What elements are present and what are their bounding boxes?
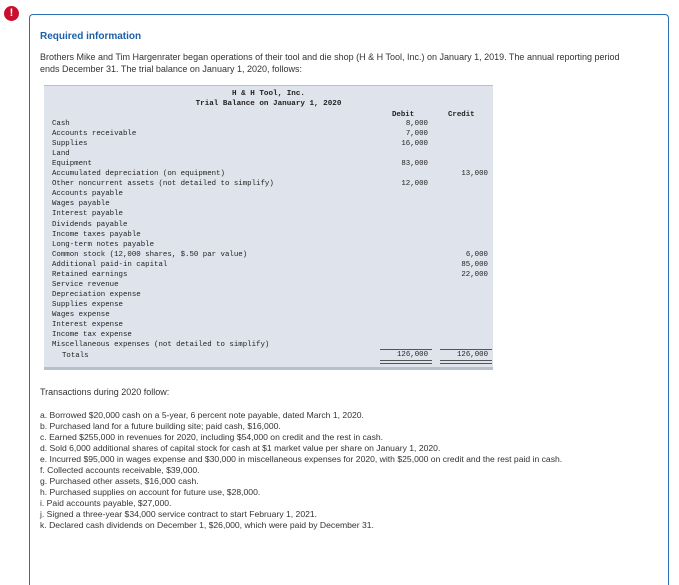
credit-amount: 85,000 [461,260,488,269]
transaction-item: j. Signed a three-year $34,000 service contract to start February 1, 2021. [40,509,318,519]
debit-header: Debit [392,111,415,119]
debit-amount: 7,000 [405,130,428,139]
account-name: Wages payable [52,200,110,209]
alert-icon: ! [4,6,19,21]
account-name: Accumulated depreciation (on equipment) [52,170,225,179]
transaction-item: b. Purchased land for a future building site; paid cash, $16,000. [40,421,281,431]
credit-header: Credit [448,111,475,119]
transaction-item: a. Borrowed $20,000 cash on a 5-year, 6 percent note payable, dated March 1, 2020. [40,410,364,420]
account-name: Accounts receivable [52,130,137,139]
total-debit: 126,000 [396,351,428,359]
table-bottom-border [44,367,493,370]
debit-amount: 83,000 [401,160,428,169]
trial-balance-title: Trial Balance on January 1, 2020 [195,100,342,108]
transactions-list [40,410,640,531]
account-name: Additional paid-in capital [52,260,168,269]
total-credit: 126,000 [456,351,488,359]
account-name: Interest expense [52,321,123,329]
company-name: H & H Tool, Inc. [232,90,305,98]
account-name: Supplies [52,140,88,149]
transaction-item: k. Declared cash dividends on December 1, $26,000, which were paid by December 31. [40,520,374,530]
debit-amount: 16,000 [401,140,428,149]
debit-double-rule [380,360,432,364]
account-name: Cash [52,120,70,128]
account-name: Miscellaneous expenses (not detailed to simplify) [52,341,270,350]
account-name: Depreciation expense [52,290,141,299]
account-name: Wages expense [52,310,110,319]
account-name: Equipment [52,160,92,169]
account-name: Service revenue [52,280,119,289]
transaction-item: d. Sold 6,000 additional shares of capital stock for cash at $1 market value per share on January 1, 2020. [40,443,441,453]
transaction-item: c. Earned $255,000 in revenues for 2020, including $54,000 on credit and the rest in cash. [40,432,384,442]
account-name: Accounts payable [52,190,123,199]
transaction-item: h. Purchased supplies on account for future use, $28,000. [40,487,261,497]
account-name: Supplies expense [52,300,123,309]
debit-amount: 12,000 [401,180,428,189]
totals-label: Totals [62,352,89,360]
account-name: Dividends payable [52,220,128,229]
section-heading: Required information [40,31,142,42]
account-name: Interest payable [52,210,123,219]
transaction-item: i. Paid accounts payable, $27,000. [40,498,172,508]
transaction-item: f. Collected accounts receivable, $39,000. [40,465,200,475]
account-name: Common stock (12,000 shares, $.50 par value) [52,250,248,259]
account-name: Land [52,150,70,159]
credit-amount: 22,000 [461,270,488,279]
account-name: Income taxes payable [52,230,141,239]
credit-amount: 13,000 [461,170,488,179]
credit-double-rule [440,360,492,364]
account-name: Income tax expense [52,331,132,340]
account-name: Other noncurrent assets (not detailed to simplify) [52,180,274,189]
credit-amount: 6,000 [465,250,488,259]
trial-balance-table [44,85,493,370]
intro-paragraph: Brothers Mike and Tim Hargenrater began operations of their tool and die shop (H & H Tool, Inc.) on January 1, 2019. The annual reporting period ends December 31. The trial balance on January 1, 2020, follows: [40,52,620,74]
account-name: Long-term notes payable [52,240,155,249]
transaction-item: g. Purchased other assets, $16,000 cash. [40,476,199,486]
transactions-heading: Transactions during 2020 follow: [40,387,170,397]
transaction-item: e. Incurred $95,000 in wages expense and $30,000 in miscellaneous expenses for 2020, with $25,000 on credit and the rest paid in cash. [40,454,563,464]
account-name: Retained earnings [52,270,128,279]
debit-amount: 8,000 [405,120,428,128]
